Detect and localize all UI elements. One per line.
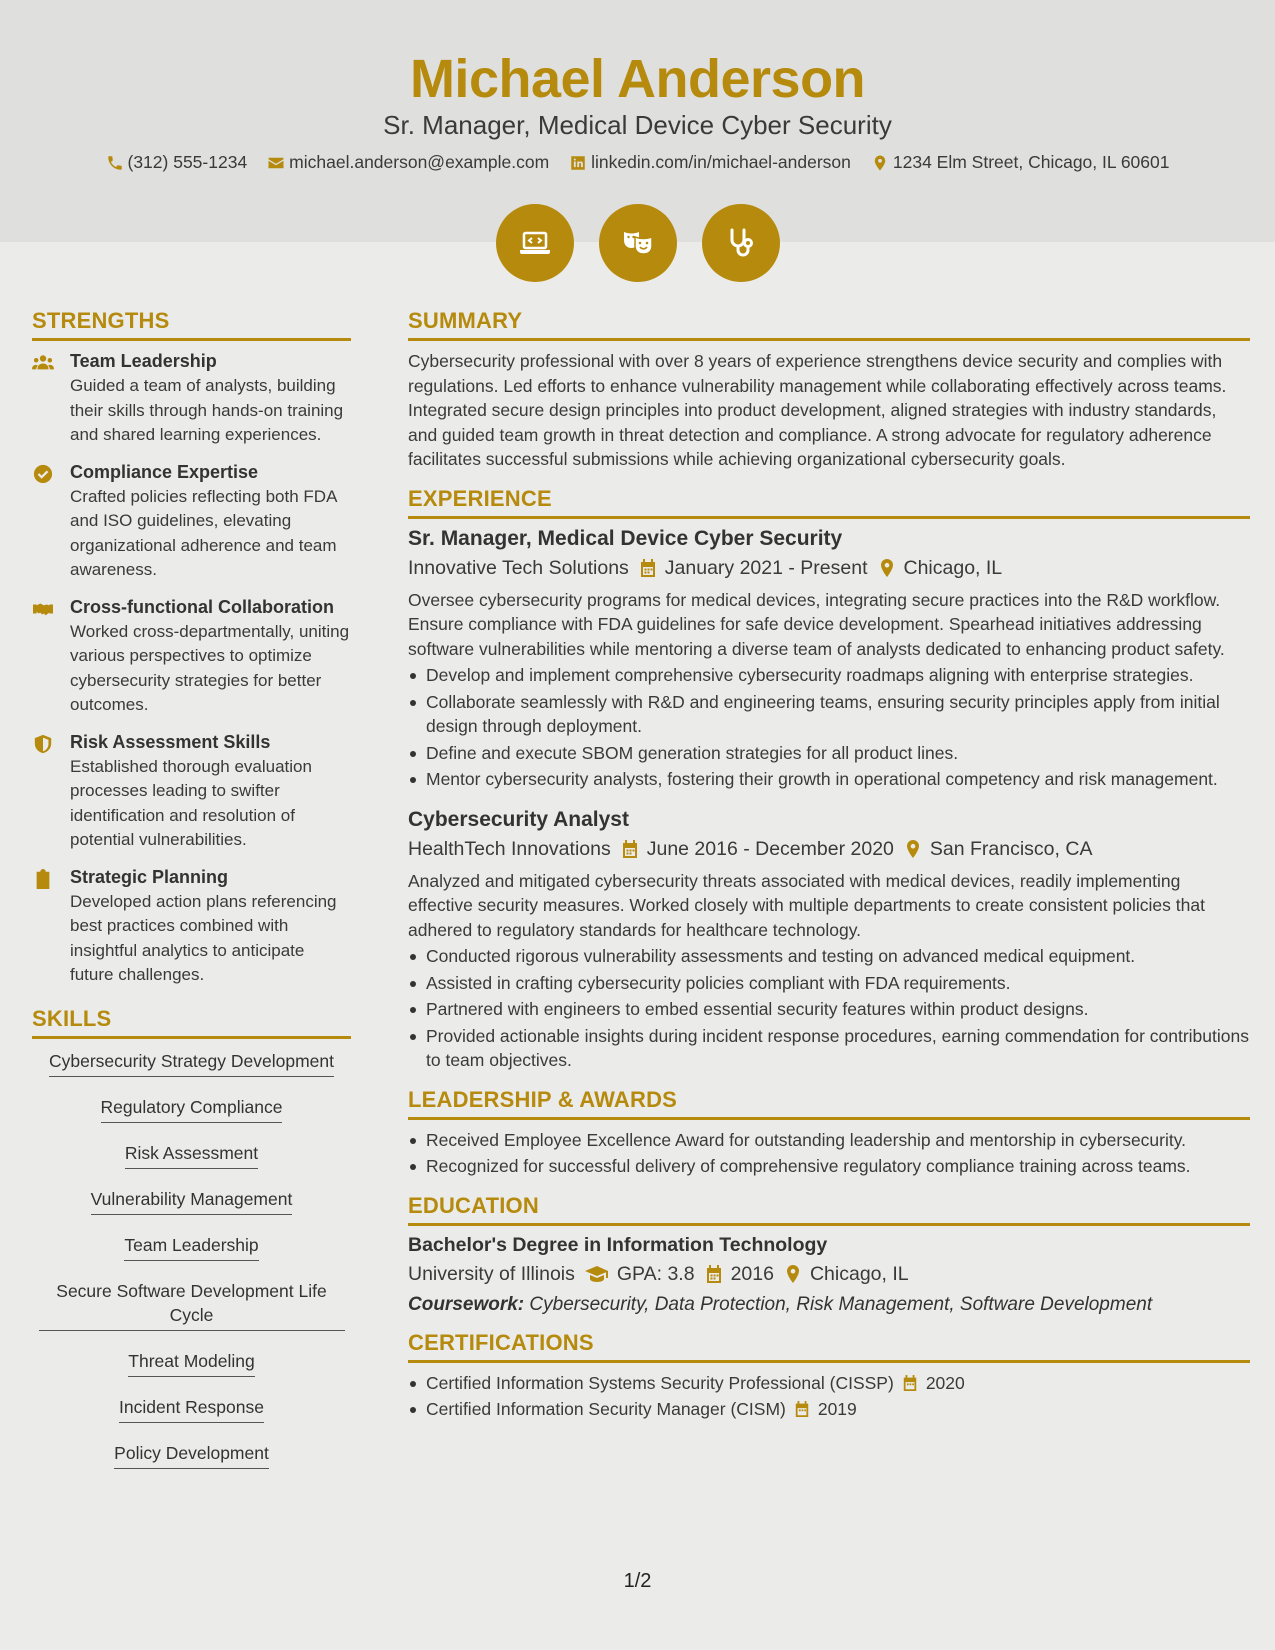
job-bullet: Collaborate seamlessly with R&D and engineering teams, ensuring security principles apply from initial design through deployment. xyxy=(408,690,1250,739)
coursework-text: Cybersecurity, Data Protection, Risk Management, Software Development xyxy=(529,1293,1153,1315)
phone-icon xyxy=(106,154,124,172)
strength-item xyxy=(32,867,351,988)
education-section xyxy=(408,1193,1250,1316)
envelope-icon xyxy=(267,154,285,172)
award-item: Recognized for successful delivery of comprehensive regulatory compliance training across teams. xyxy=(408,1154,1250,1179)
linkedin-icon xyxy=(569,154,587,172)
theater-masks-circle xyxy=(599,204,677,282)
certification-item xyxy=(408,1397,1250,1422)
contact-email[interactable] xyxy=(267,152,549,173)
header-icon-row xyxy=(0,204,1275,282)
contact-phone[interactable] xyxy=(106,152,248,173)
calendar-icon xyxy=(794,1400,810,1418)
theater-masks-icon xyxy=(620,225,656,261)
job-description: Analyzed and mitigated cybersecurity threats associated with medical devices, readily implementing effective security measures. Worked closely with multiple departments to create consistent policies that adhered to regulatory standards for healthcare technology. xyxy=(408,870,1205,940)
shield-icon xyxy=(32,734,54,754)
job-bullet: Define and execute SBOM generation strategies for all product lines. xyxy=(408,741,1250,766)
graduation-year: 2016 xyxy=(730,1262,774,1285)
strength-title: Strategic Planning xyxy=(70,866,229,887)
calendar-icon xyxy=(621,839,639,859)
job-bullet: Conducted rigorous vulnerability assessments and testing on advanced medical equipment. xyxy=(408,944,1250,969)
certification-year: 2019 xyxy=(817,1399,857,1419)
job-bullet: Develop and implement comprehensive cybersecurity roadmaps aligning with enterprise strategies. xyxy=(408,663,1250,688)
page-number: 1/2 xyxy=(623,1570,652,1592)
skill-item: Secure Software Development Life Cycle xyxy=(39,1279,345,1331)
address-text: 1234 Elm Street, Chicago, IL 60601 xyxy=(892,152,1170,172)
strength-title: Cross-functional Collaboration xyxy=(70,596,335,617)
summary-section xyxy=(408,308,1250,472)
skill-item: Risk Assessment xyxy=(125,1141,258,1169)
strength-text: Established thorough evaluation processes leading to swifter identification and resolution of potential vulnerabilities. xyxy=(70,756,312,849)
awards-list xyxy=(408,1128,1250,1179)
certification-year: 2020 xyxy=(925,1372,965,1393)
job-meta xyxy=(408,557,1250,580)
summary-text: Cybersecurity professional with over 8 years of experience strengthens device security and complies with regulations. Led efforts to enhance vulnerability management while collaborating effectively across teams. Integrated secure design principles into product development, aligned strategies with industry standards, and guided team growth in threat detection and compliance. A strong advocate for regulatory adherence facilitates successful submissions while achieving organizational cybersecurity goals. xyxy=(408,351,1227,469)
job-entry xyxy=(408,527,1250,792)
laptop-code-circle xyxy=(496,204,574,282)
award-item: Received Employee Excellence Award for outstanding leadership and mentorship in cybersecurity. xyxy=(408,1128,1250,1153)
experience-section xyxy=(408,486,1250,1073)
skill-item: Team Leadership xyxy=(124,1233,258,1261)
coursework-label: Coursework: xyxy=(408,1293,525,1315)
calendar-icon xyxy=(705,1264,723,1284)
job-dates: June 2016 - December 2020 xyxy=(646,837,894,860)
phone-text: (312) 555-1234 xyxy=(127,152,248,172)
certifications-heading: CERTIFICATIONS xyxy=(408,1330,1250,1363)
contact-bar xyxy=(0,152,1275,173)
awards-heading: LEADERSHIP & AWARDS xyxy=(408,1087,1250,1120)
map-pin-icon xyxy=(904,839,922,859)
certifications-section xyxy=(408,1330,1250,1422)
skills-section xyxy=(32,1006,351,1487)
education-meta xyxy=(408,1263,1250,1286)
handshake-icon xyxy=(32,599,54,619)
strength-item xyxy=(32,351,351,448)
school-location: Chicago, IL xyxy=(809,1262,909,1285)
clipboard-list-icon xyxy=(32,869,54,889)
job-bullets xyxy=(408,663,1250,792)
linkedin-text: linkedin.com/in/michael-anderson xyxy=(591,152,851,172)
map-pin-icon xyxy=(871,154,889,172)
job-title: Sr. Manager, Medical Device Cyber Security xyxy=(408,526,843,550)
certification-name: Certified Information Systems Security Professional (CISSP) xyxy=(426,1372,894,1393)
skill-item: Regulatory Compliance xyxy=(101,1095,283,1123)
stethoscope-circle xyxy=(702,204,780,282)
gpa: GPA: 3.8 xyxy=(616,1262,695,1285)
job-company: Innovative Tech Solutions xyxy=(408,556,629,579)
strength-text: Guided a team of analysts, building their skills through hands-on training and shared learning experiences. xyxy=(70,376,344,444)
job-entry xyxy=(408,808,1250,1073)
education-heading: EDUCATION xyxy=(408,1193,1250,1226)
job-bullet: Provided actionable insights during incident response procedures, earning commendation for contributions to team objectives. xyxy=(408,1024,1250,1073)
skill-list xyxy=(32,1049,351,1487)
skill-item: Vulnerability Management xyxy=(91,1187,293,1215)
strength-title: Team Leadership xyxy=(70,351,217,371)
experience-heading: EXPERIENCE xyxy=(408,486,1250,519)
job-location: San Francisco, CA xyxy=(929,837,1093,860)
map-pin-icon xyxy=(784,1264,802,1284)
certification-item xyxy=(408,1371,1250,1396)
job-location: Chicago, IL xyxy=(903,556,1003,579)
job-bullet: Partnered with engineers to embed essential security features within product designs. xyxy=(408,997,1250,1022)
strength-title: Risk Assessment Skills xyxy=(70,731,271,752)
graduation-cap-icon xyxy=(585,1264,609,1284)
job-bullet: Assisted in crafting cybersecurity policies compliant with FDA requirements. xyxy=(408,971,1250,996)
calendar-icon xyxy=(902,1374,918,1392)
job-description: Oversee cybersecurity programs for medical devices, integrating secure practices into the R&D workflow. Ensure compliance with FDA guidelines for safe device development. Spearhead initiatives addressing software vulnerabilities while mentoring a diverse team of analysts dedicated to enhancing product safety. xyxy=(408,589,1225,659)
candidate-title: Sr. Manager, Medical Device Cyber Security xyxy=(383,110,892,140)
strength-text: Worked cross-departmentally, uniting various perspectives to optimize cybersecurity strategies for better outcomes. xyxy=(70,621,350,714)
degree-title: Bachelor's Degree in Information Technology xyxy=(408,1233,828,1256)
strength-item xyxy=(32,597,351,718)
laptop-code-icon xyxy=(517,225,553,261)
job-title: Cybersecurity Analyst xyxy=(408,807,629,831)
skill-item: Cybersecurity Strategy Development xyxy=(49,1049,334,1077)
job-dates: January 2021 - Present xyxy=(664,556,868,579)
skills-heading: SKILLS xyxy=(32,1006,351,1039)
job-bullets xyxy=(408,944,1250,1073)
strength-item xyxy=(32,732,351,853)
skill-item: Policy Development xyxy=(114,1441,269,1469)
users-icon xyxy=(32,353,54,373)
strength-text: Developed action plans referencing best practices combined with insightful analytics to anticipate future challenges. xyxy=(70,891,337,984)
right-column xyxy=(408,308,1250,1436)
certifications-list xyxy=(408,1371,1250,1422)
certification-name: Certified Information Security Manager (CISM) xyxy=(426,1399,786,1419)
skill-item: Incident Response xyxy=(119,1395,264,1423)
email-text: michael.anderson@example.com xyxy=(289,152,550,172)
strengths-heading: STRENGTHS xyxy=(32,308,351,341)
summary-heading: SUMMARY xyxy=(408,308,1250,341)
strength-title: Compliance Expertise xyxy=(70,461,259,482)
stethoscope-icon xyxy=(723,225,759,261)
strength-item xyxy=(32,462,351,583)
skill-item: Threat Modeling xyxy=(128,1349,254,1377)
map-pin-icon xyxy=(878,558,896,578)
job-company: HealthTech Innovations xyxy=(408,837,611,860)
job-bullet: Mentor cybersecurity analysts, fostering their growth in operational competency and risk management. xyxy=(408,767,1250,792)
left-column xyxy=(32,308,351,1487)
job-meta xyxy=(408,838,1250,861)
candidate-name: Michael Anderson xyxy=(409,49,866,109)
coursework xyxy=(408,1294,1250,1316)
strength-text: Crafted policies reflecting both FDA and ISO guidelines, elevating organizational adherence and team awareness. xyxy=(70,486,337,579)
contact-address xyxy=(871,152,1170,173)
contact-linkedin[interactable] xyxy=(569,152,851,173)
calendar-icon xyxy=(639,558,657,578)
school-name: University of Illinois xyxy=(408,1262,575,1285)
awards-section xyxy=(408,1087,1250,1179)
check-circle-icon xyxy=(32,464,54,484)
